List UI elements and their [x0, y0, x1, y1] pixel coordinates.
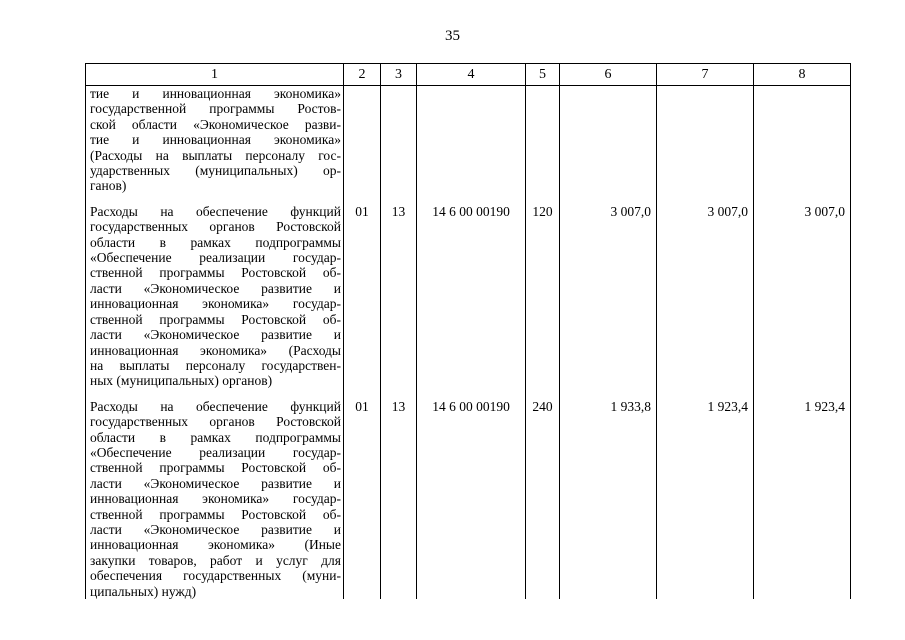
description-line: ской области «Экономическое разви-: [90, 116, 341, 132]
row-gap: [86, 389, 851, 399]
column-header-1: 1: [86, 64, 344, 86]
target-article-code: [417, 86, 526, 194]
description-line: государственной программы Ростов-: [90, 101, 341, 117]
description-line: Расходы на обеспечение функций: [90, 203, 341, 219]
description-line: ственной программы Ростовской об-: [90, 506, 341, 522]
row-description: [86, 399, 344, 599]
column-header-2: 2: [344, 64, 381, 86]
description-line: инновационная экономика» (Расходы: [90, 342, 341, 358]
expense-type-code: [526, 86, 560, 194]
description-line: ласти «Экономическое развитие и: [90, 475, 341, 491]
description-line: «Обеспечение реализации государ-: [90, 250, 341, 266]
amount-year-2: 1 923,4: [657, 399, 754, 599]
table-row: [86, 399, 851, 599]
description-line: ласти «Экономическое развитие и: [90, 280, 341, 296]
description-line: области в рамках подпрограммы: [90, 234, 341, 250]
amount-year-1: 1 933,8: [560, 399, 657, 599]
subsection-code: [381, 86, 417, 194]
description-line: тие и инновационная экономика»: [90, 132, 341, 148]
description-line: ласти «Экономическое развитие и: [90, 327, 341, 343]
description-line: ганов): [90, 178, 127, 194]
description-line: тие и инновационная экономика»: [90, 86, 341, 101]
table-row: [86, 204, 851, 389]
description-line: на выплаты персоналу государствен-: [90, 357, 341, 373]
description-line: ственной программы Ростовской об-: [90, 265, 341, 281]
row-description: [86, 204, 344, 389]
section-code: [344, 86, 381, 194]
column-header-8: 8: [754, 64, 851, 86]
amount-year-2: 3 007,0: [657, 204, 754, 389]
subsection-code: 13: [381, 399, 417, 599]
description-line: обеспечения государственных (муни-: [90, 568, 341, 584]
description-line: инновационная экономика» государ-: [90, 296, 341, 312]
description-line: инновационная экономика» (Иные: [90, 537, 341, 553]
description-line: ципальных) нужд): [90, 583, 197, 599]
column-header-6: 6: [560, 64, 657, 86]
description-line: области в рамках подпрограммы: [90, 429, 341, 445]
column-header-3: 3: [381, 64, 417, 86]
amount-year-1: 3 007,0: [560, 204, 657, 389]
row-gap: [86, 194, 851, 204]
section-code: 01: [344, 399, 381, 599]
description-line: ственной программы Ростовской об-: [90, 460, 341, 476]
section-code: 01: [344, 204, 381, 389]
amount-year-3: [754, 86, 851, 194]
description-line: ных (муниципальных) органов): [90, 373, 273, 389]
description-line: (Расходы на выплаты персоналу гос-: [90, 147, 341, 163]
amount-year-2: [657, 86, 754, 194]
description-line: ударственных (муниципальных) ор-: [90, 163, 341, 179]
column-header-4: 4: [417, 64, 526, 86]
column-header-5: 5: [526, 64, 560, 86]
description-line: инновационная экономика» государ-: [90, 491, 341, 507]
row-description: [86, 86, 344, 194]
table-row: [86, 86, 851, 194]
target-article-code: 14 6 00 00190: [417, 204, 526, 389]
description-line: ственной программы Ростовской об-: [90, 311, 341, 327]
subsection-code: 13: [381, 204, 417, 389]
description-line: государственных органов Ростовской: [90, 219, 341, 235]
page-number: 35: [445, 28, 460, 44]
description-line: ласти «Экономическое развитие и: [90, 521, 341, 537]
description-line: «Обеспечение реализации государ-: [90, 444, 341, 460]
description-line: государственных органов Ростовской: [90, 414, 341, 430]
expense-type-code: 240: [526, 399, 560, 599]
description-line: Расходы на обеспечение функций: [90, 398, 341, 414]
expense-type-code: 120: [526, 204, 560, 389]
description-line: закупки товаров, работ и услуг для: [90, 552, 341, 568]
amount-year-3: 3 007,0: [754, 204, 851, 389]
amount-year-3: 1 923,4: [754, 399, 851, 599]
column-header-7: 7: [657, 64, 754, 86]
amount-year-1: [560, 86, 657, 194]
target-article-code: 14 6 00 00190: [417, 399, 526, 599]
column-number-header-row: [86, 64, 851, 86]
budget-table: [85, 63, 851, 599]
